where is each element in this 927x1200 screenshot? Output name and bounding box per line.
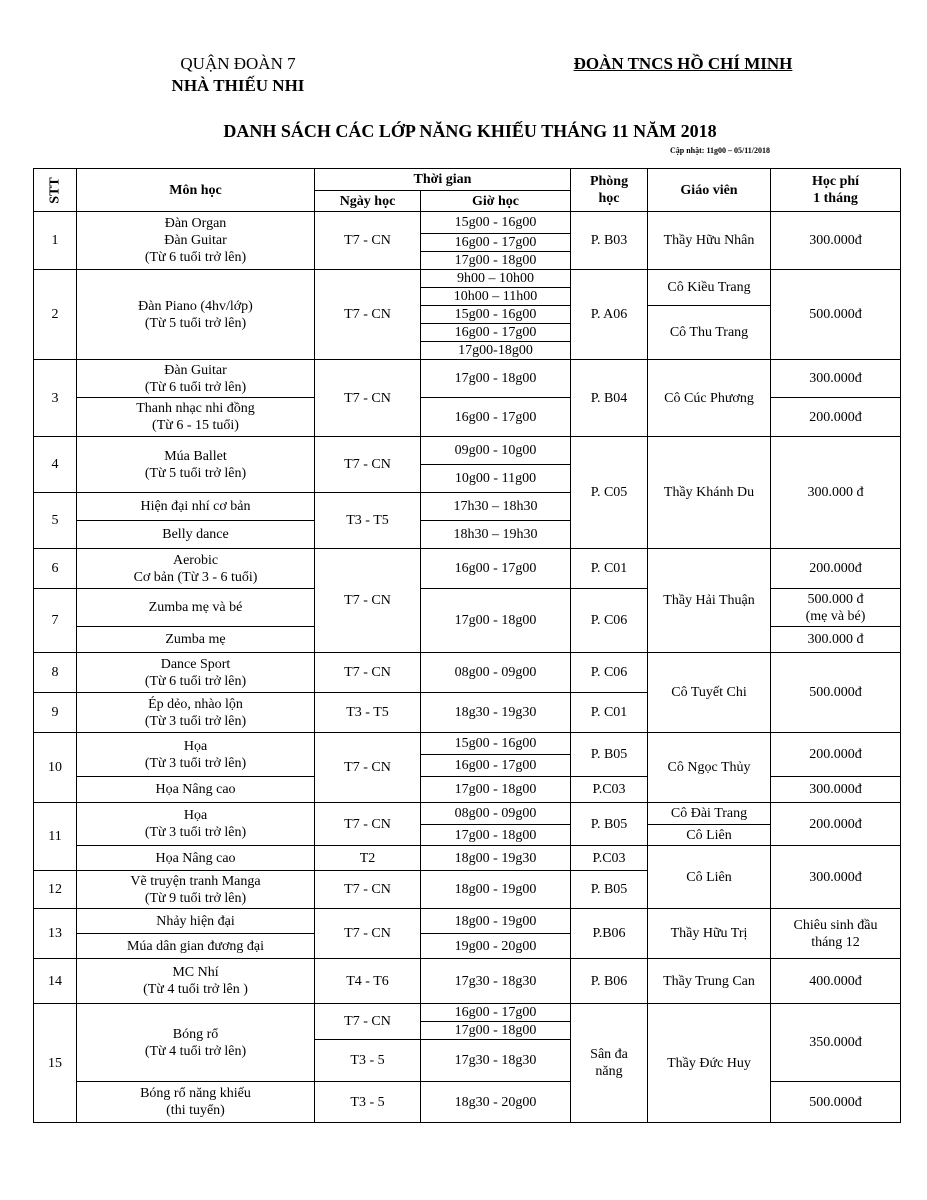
org-name-line2: NHÀ THIẾU NHI xyxy=(171,76,305,95)
row-room: P. C01 xyxy=(571,549,648,589)
row-hour: 19g00 - 20g00 xyxy=(421,934,571,959)
row-day: T7 - CN xyxy=(315,871,421,909)
row-hour: 9h00 – 10h00 xyxy=(421,270,571,288)
row-room: P. A06 xyxy=(571,270,648,360)
row-hour: 08g00 - 09g00 xyxy=(421,803,571,825)
row-fee: Chiêu sinh đầu tháng 12 xyxy=(771,909,901,959)
table-row xyxy=(34,803,901,825)
row-hour: 10h00 – 11h00 xyxy=(421,288,571,306)
row-room: P.C03 xyxy=(571,846,648,871)
header-hour: Giờ học xyxy=(421,191,571,212)
row-subject: Đàn Guitar (Từ 6 tuổi trở lên) xyxy=(77,360,315,398)
row-teacher: Cô Liên xyxy=(648,825,771,846)
header-room: Phòng học xyxy=(571,169,648,212)
table-row xyxy=(34,653,901,693)
row-hour: 17g00 - 18g00 xyxy=(421,1022,571,1040)
row-hour: 17g30 - 18g30 xyxy=(421,959,571,1004)
row-hour: 16g00 - 17g00 xyxy=(421,398,571,437)
org-name-line1: QUẬN ĐOÀN 7 xyxy=(180,54,296,73)
org-name-right: ĐOÀN TNCS HỒ CHÍ MINH xyxy=(573,54,793,73)
row-hour: 18g00 - 19g00 xyxy=(421,909,571,934)
row-stt: 1 xyxy=(34,212,77,270)
row-subject: Họa (Từ 3 tuổi trở lên) xyxy=(77,733,315,777)
row-day: T4 - T6 xyxy=(315,959,421,1004)
row-day: T7 - CN xyxy=(315,212,421,270)
row-subject: Zumba mẹ xyxy=(77,627,315,653)
row-teacher: Cô Kiều Trang xyxy=(648,270,771,306)
row-teacher: Cô Cúc Phương xyxy=(648,360,771,437)
row-day: T7 - CN xyxy=(315,270,421,360)
row-day: T2 xyxy=(315,846,421,871)
row-fee: 300.000đ xyxy=(771,212,901,270)
row-room: P. B06 xyxy=(571,959,648,1004)
row-day: T7 - CN xyxy=(315,437,421,493)
row-teacher: Cô Liên xyxy=(648,846,771,909)
row-fee: 300.000đ xyxy=(771,846,901,909)
row-stt: 4 xyxy=(34,437,77,493)
table-row xyxy=(34,1004,901,1022)
row-hour: 18g00 - 19g00 xyxy=(421,871,571,909)
row-fee: 300.000 đ xyxy=(771,437,901,549)
row-subject: Hiện đại nhí cơ bản xyxy=(77,493,315,521)
row-room: P. B05 xyxy=(571,803,648,846)
row-subject: Ép dẻo, nhào lộn (Từ 3 tuổi trở lên) xyxy=(77,693,315,733)
row-fee: 200.000đ xyxy=(771,733,901,777)
row-hour: 17g00 - 18g00 xyxy=(421,777,571,803)
row-fee: 300.000 đ xyxy=(771,627,901,653)
row-stt: 15 xyxy=(34,1004,77,1123)
row-teacher: Thầy Hải Thuận xyxy=(648,549,771,653)
row-teacher: Cô Đài Trang xyxy=(648,803,771,825)
row-hour: 09g00 - 10g00 xyxy=(421,437,571,465)
row-stt: 7 xyxy=(34,589,77,653)
row-hour: 18g00 - 19g30 xyxy=(421,846,571,871)
row-hour: 16g00 - 17g00 xyxy=(421,549,571,589)
row-day: T7 - CN xyxy=(315,1004,421,1040)
row-subject: Aerobic Cơ bản (Từ 3 - 6 tuổi) xyxy=(77,549,315,589)
row-subject: Họa Nâng cao xyxy=(77,846,315,871)
row-hour: 17g00 - 18g00 xyxy=(421,825,571,846)
row-subject: MC Nhí (Từ 4 tuổi trở lên ) xyxy=(77,959,315,1004)
header-subject: Môn học xyxy=(77,169,315,212)
row-day: T3 - T5 xyxy=(315,693,421,733)
header-teacher: Giáo viên xyxy=(648,169,771,212)
row-stt: 12 xyxy=(34,871,77,909)
page-title: DANH SÁCH CÁC LỚP NĂNG KHIẾU THÁNG 11 NĂM 2018 xyxy=(223,121,717,141)
row-fee: 200.000đ xyxy=(771,803,901,846)
row-hour: 18g30 - 19g30 xyxy=(421,693,571,733)
row-subject: Nhảy hiện đại xyxy=(77,909,315,934)
row-hour: 15g00 - 16g00 xyxy=(421,306,571,324)
row-hour: 18h30 – 19h30 xyxy=(421,521,571,549)
table-row xyxy=(34,959,901,1004)
row-hour: 08g00 - 09g00 xyxy=(421,653,571,693)
row-teacher: Thầy Khánh Du xyxy=(648,437,771,549)
row-day: T3 - 5 xyxy=(315,1082,421,1123)
row-stt: 9 xyxy=(34,693,77,733)
row-stt: 8 xyxy=(34,653,77,693)
row-subject: Múa Ballet (Từ 5 tuổi trở lên) xyxy=(77,437,315,493)
row-hour: 16g00 - 17g00 xyxy=(421,234,571,252)
header-day: Ngày học xyxy=(315,191,421,212)
row-subject: Vẽ truyện tranh Manga (Từ 9 tuổi trở lên) xyxy=(77,871,315,909)
row-room: P. C06 xyxy=(571,653,648,693)
table-row xyxy=(34,549,901,589)
row-teacher: Thầy Đức Huy xyxy=(648,1004,771,1123)
row-subject: Đàn Piano (4hv/lớp) (Từ 5 tuổi trở lên) xyxy=(77,270,315,360)
header-fee: Học phí 1 tháng xyxy=(771,169,901,212)
row-day: T7 - CN xyxy=(315,909,421,959)
table-row xyxy=(34,437,901,465)
row-day: T3 - T5 xyxy=(315,493,421,549)
row-subject: Thanh nhạc nhi đồng (Từ 6 - 15 tuổi) xyxy=(77,398,315,437)
row-fee: 200.000đ xyxy=(771,398,901,437)
row-subject: Bóng rổ năng khiếu (thi tuyển) xyxy=(77,1082,315,1123)
table-row xyxy=(34,212,901,234)
row-stt: 11 xyxy=(34,803,77,871)
row-stt: 6 xyxy=(34,549,77,589)
row-teacher: Thầy Hữu Trị xyxy=(648,909,771,959)
row-room: P. C05 xyxy=(571,437,648,549)
row-subject: Bóng rổ (Từ 4 tuổi trở lên) xyxy=(77,1004,315,1082)
row-day: T7 - CN xyxy=(315,549,421,653)
row-hour: 17g30 - 18g30 xyxy=(421,1040,571,1082)
row-hour: 15g00 - 16g00 xyxy=(421,733,571,755)
row-room: P.B06 xyxy=(571,909,648,959)
row-room: P. B05 xyxy=(571,871,648,909)
row-fee: 350.000đ xyxy=(771,1004,901,1082)
row-stt: 5 xyxy=(34,493,77,549)
row-teacher: Cô Thu Trang xyxy=(648,306,771,360)
row-fee: 400.000đ xyxy=(771,959,901,1004)
row-room: P. C06 xyxy=(571,589,648,653)
row-day: T7 - CN xyxy=(315,733,421,803)
row-hour: 16g00 - 17g00 xyxy=(421,755,571,777)
row-stt: 13 xyxy=(34,909,77,959)
row-hour: 16g00 - 17g00 xyxy=(421,1004,571,1022)
row-room: Sân đa năng xyxy=(571,1004,648,1123)
row-subject: Múa dân gian đương đại xyxy=(77,934,315,959)
row-hour: 17g00 - 18g00 xyxy=(421,252,571,270)
table-row xyxy=(34,360,901,398)
row-room: P. B04 xyxy=(571,360,648,437)
row-stt: 10 xyxy=(34,733,77,803)
row-fee: 500.000đ xyxy=(771,1082,901,1123)
table-row xyxy=(34,909,901,934)
row-teacher: Cô Ngọc Thủy xyxy=(648,733,771,803)
row-room: P. C01 xyxy=(571,693,648,733)
row-day: T7 - CN xyxy=(315,653,421,693)
row-room: P.C03 xyxy=(571,777,648,803)
row-subject: Zumba mẹ và bé xyxy=(77,589,315,627)
table-row xyxy=(34,733,901,755)
row-day: T7 - CN xyxy=(315,803,421,846)
row-hour: 17g00 - 18g00 xyxy=(421,360,571,398)
row-stt: 14 xyxy=(34,959,77,1004)
row-stt: 3 xyxy=(34,360,77,437)
row-subject: Belly dance xyxy=(77,521,315,549)
row-fee: 500.000đ xyxy=(771,653,901,733)
row-hour: 15g00 - 16g00 xyxy=(421,212,571,234)
row-hour: 16g00 - 17g00 xyxy=(421,324,571,342)
row-day: T3 - 5 xyxy=(315,1040,421,1082)
row-hour: 17g00 - 18g00 xyxy=(421,589,571,653)
row-hour: 10g00 - 11g00 xyxy=(421,465,571,493)
table-row xyxy=(34,270,901,288)
row-fee: 300.000đ xyxy=(771,360,901,398)
row-fee: 500.000 đ (mẹ và bé) xyxy=(771,589,901,627)
row-teacher: Thầy Trung Can xyxy=(648,959,771,1004)
row-room: P. B05 xyxy=(571,733,648,777)
row-teacher: Thầy Hữu Nhân xyxy=(648,212,771,270)
row-subject: Họa (Từ 3 tuổi trở lên) xyxy=(77,803,315,846)
table-row xyxy=(34,589,901,627)
row-fee: 300.000đ xyxy=(771,777,901,803)
row-subject: Dance Sport (Từ 6 tuổi trở lên) xyxy=(77,653,315,693)
header-stt: STT xyxy=(34,169,77,212)
row-teacher: Cô Tuyết Chi xyxy=(648,653,771,733)
row-subject: Họa Nâng cao xyxy=(77,777,315,803)
row-hour: 17g00-18g00 xyxy=(421,342,571,360)
row-stt: 2 xyxy=(34,270,77,360)
update-note: Cập nhật: 11g00 – 05/11/2018 xyxy=(669,146,770,155)
row-hour: 17h30 – 18h30 xyxy=(421,493,571,521)
row-fee: 200.000đ xyxy=(771,549,901,589)
row-day: T7 - CN xyxy=(315,360,421,437)
class-schedule-table xyxy=(33,168,901,1123)
header-time: Thời gian xyxy=(315,169,571,191)
row-fee: 500.000đ xyxy=(771,270,901,360)
row-room: P. B03 xyxy=(571,212,648,270)
row-subject: Đàn Organ Đàn Guitar (Từ 6 tuổi trở lên) xyxy=(77,212,315,270)
row-hour: 18g30 - 20g00 xyxy=(421,1082,571,1123)
